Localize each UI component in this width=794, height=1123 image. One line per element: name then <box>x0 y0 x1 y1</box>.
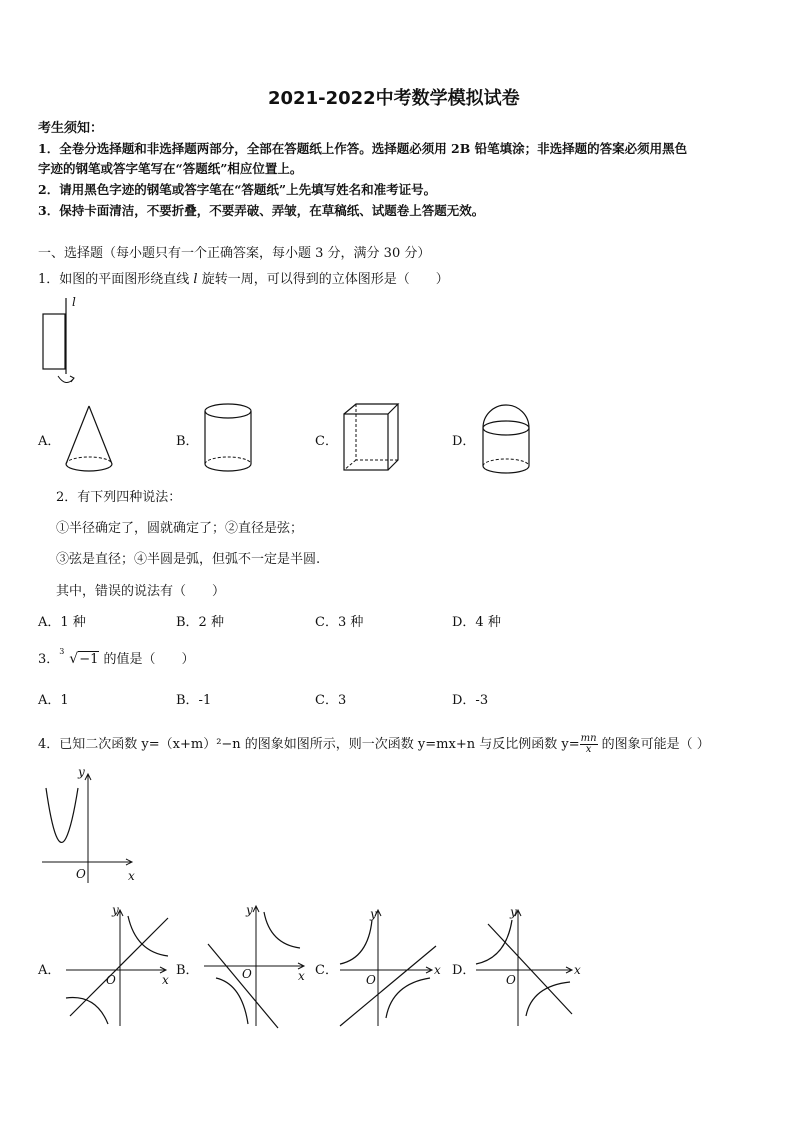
question-2-stem: 2．有下列四种说法： <box>56 490 182 505</box>
question-2-ask: 其中，错误的说法有（ ） <box>56 584 226 599</box>
cube-root-expression: 3 √−1 <box>59 647 99 667</box>
q2-option-c[interactable]: C．3 种 <box>315 615 364 630</box>
question-1-stem: 1．如图的平面图形绕直线 l 旋转一周，可以得到的立体图形是（ ） <box>38 272 449 287</box>
svg-text:x: x <box>162 973 169 987</box>
q1-option-c-label: C． <box>315 434 338 449</box>
svg-text:O: O <box>106 973 116 987</box>
q4-option-a-graph[interactable] <box>64 903 176 1030</box>
svg-text:x: x <box>128 869 135 883</box>
q1-option-d-label: D． <box>452 434 476 449</box>
question-3-stem: 3． 3 √−1 的值是（ ） <box>38 647 195 667</box>
svg-text:O: O <box>506 973 516 987</box>
q1-option-b-label: B． <box>176 434 199 449</box>
q1-option-d-hemisphere-cylinder[interactable] <box>480 404 532 474</box>
q3-option-b[interactable]: B．-1 <box>176 693 212 708</box>
q4-option-c-label: C． <box>315 963 338 978</box>
notice-line-1: 1．全卷分选择题和非选择题两部分，全部在答题纸上作答。选择题必须用 2B 铅笔填涂；非选择题的答案必须用黑色 <box>38 141 688 156</box>
q1-option-b-cylinder[interactable] <box>202 402 254 474</box>
q1-option-a-cone[interactable] <box>64 404 114 474</box>
q1-option-a-label: A． <box>38 434 61 449</box>
q4-option-a-label: A． <box>38 963 61 978</box>
q4-option-b-label: B． <box>176 963 199 978</box>
svg-text:y: y <box>510 905 517 919</box>
notice-line-2: 2．请用黑色字迹的钢笔或答字笔在“答题纸”上先填写姓名和准考证号。 <box>38 182 437 197</box>
notice-heading: 考生须知： <box>38 121 104 136</box>
svg-text:x: x <box>574 963 581 977</box>
svg-text:O: O <box>242 967 252 981</box>
svg-text:y: y <box>78 765 85 779</box>
svg-text:y: y <box>112 903 119 917</box>
svg-text:y: y <box>246 903 253 917</box>
question-4-stem: 4．已知二次函数 y=（x+m）²−n 的图象如图所示，则一次函数 y=mx+n 与反比例函数 y= $\frac{mn}{x}$ 的图象可能是（ ） <box>38 733 710 755</box>
q3-option-c[interactable]: C．3 <box>315 693 347 708</box>
section-heading: 一、选择题（每小题只有一个正确答案，每小题 3 分，满分 30 分） <box>38 246 431 261</box>
q3-option-d[interactable]: D．-3 <box>452 693 489 708</box>
q4-option-c-graph[interactable] <box>340 906 450 1030</box>
svg-text:O: O <box>76 867 86 881</box>
q4-option-d-label: D． <box>452 963 476 978</box>
page-title: 2021-2022中考数学模拟试卷 <box>268 88 520 109</box>
svg-text:O: O <box>366 973 376 987</box>
notice-line-3: 3．保持卡面清洁，不要折叠，不要弄破、弄皱，在草稿纸、试题卷上答题无效。 <box>38 203 485 218</box>
q3-option-a[interactable]: A．1 <box>38 693 69 708</box>
q4-option-b-graph[interactable] <box>202 902 314 1030</box>
question-2-statement-2: ③弦是直径；④半圆是弧，但弧不一定是半圆. <box>56 552 321 567</box>
svg-text:y: y <box>370 907 377 921</box>
q4-parabola-graph <box>40 765 140 888</box>
svg-text:x: x <box>434 963 441 977</box>
notice-line-1b: 字迹的钢笔或答字笔写在“答题纸”相应位置上。 <box>38 161 303 176</box>
q4-option-d-graph[interactable] <box>476 906 586 1030</box>
question-2-statement-1: ①半径确定了，圆就确定了；②直径是弦； <box>56 521 304 536</box>
q1-rotation-figure <box>36 296 86 396</box>
q2-option-b[interactable]: B．2 种 <box>176 615 224 630</box>
fraction-mn-over-x: $\frac{mn}{x}$ <box>580 733 597 755</box>
q1-axis-label: l <box>72 295 76 309</box>
q1-option-c-prism[interactable] <box>342 402 402 474</box>
q2-option-a[interactable]: A．1 种 <box>38 615 86 630</box>
q2-option-d[interactable]: D．4 种 <box>452 615 501 630</box>
svg-text:x: x <box>298 969 305 983</box>
